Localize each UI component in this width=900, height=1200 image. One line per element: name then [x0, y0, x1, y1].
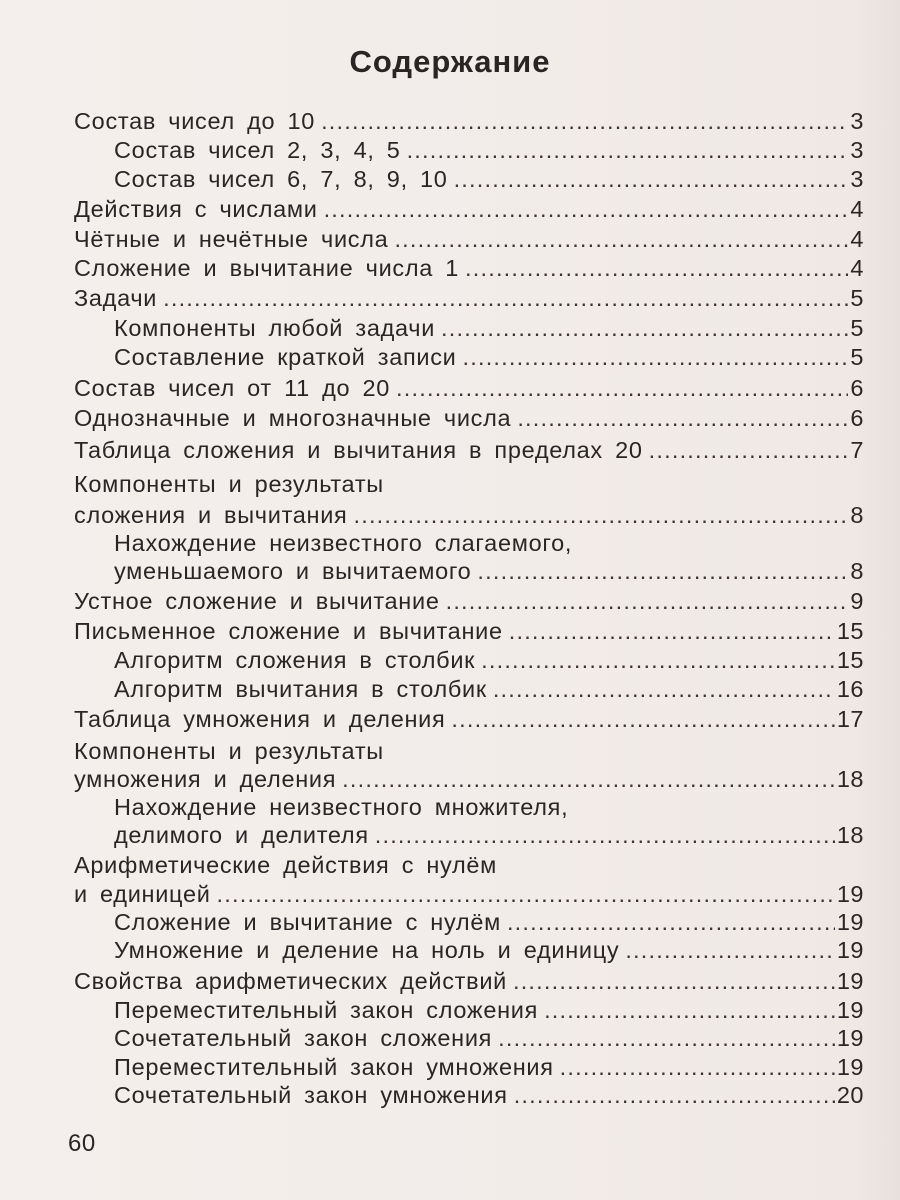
- toc-entry-page: 19: [836, 1054, 864, 1080]
- dot-leader: [507, 909, 835, 936]
- toc-entry: [114, 822, 864, 852]
- toc-entry-title: Компоненты любой задачи: [114, 315, 436, 341]
- toc-entry-page: 6: [850, 405, 864, 431]
- toc-entry: [74, 226, 864, 256]
- toc-entry: [114, 530, 864, 560]
- toc-entry-page: 19: [836, 1025, 864, 1051]
- toc-entry: [114, 315, 864, 345]
- toc-entry-title: Состав чисел от 11 до 20: [74, 375, 391, 401]
- toc-entry-title: Арифметические действия с нулём: [74, 852, 498, 878]
- toc-entry-title: Состав чисел 6, 7, 8, 9, 10: [114, 166, 448, 192]
- toc-entry: [114, 1054, 864, 1084]
- toc-entry: [74, 968, 864, 998]
- toc-entry-page: 3: [850, 108, 864, 134]
- toc-entry-page: 9: [850, 588, 864, 614]
- dot-leader: [454, 166, 849, 193]
- toc-entry-page: 19: [836, 909, 864, 935]
- toc-entry-page: 19: [836, 968, 864, 994]
- toc-entry: [114, 794, 864, 824]
- toc-entry-page: 4: [850, 196, 864, 222]
- toc-entry: [114, 166, 864, 196]
- dot-leader: [324, 196, 849, 223]
- toc-entry-page: 19: [836, 937, 864, 963]
- dot-leader: [517, 405, 848, 432]
- dot-leader: [396, 375, 848, 402]
- toc-entry-title: Состав чисел до 10: [74, 108, 316, 134]
- toc-entry: [74, 108, 864, 138]
- toc-entry: [74, 375, 864, 405]
- toc-entry-title: умножения и деления: [74, 766, 337, 792]
- toc-entry: [114, 558, 864, 588]
- toc-entry: [74, 437, 864, 467]
- dot-leader: [514, 1082, 835, 1109]
- toc-entry: [74, 471, 864, 501]
- toc-entry-title: Составление краткой записи: [114, 344, 457, 370]
- toc-entry-title: Таблица сложения и вычитания в пределах 20: [74, 437, 643, 463]
- dot-leader: [375, 822, 835, 849]
- toc-entry-page: 16: [836, 676, 864, 702]
- dot-leader: [481, 647, 835, 674]
- dot-leader: [463, 344, 849, 371]
- dot-leader: [451, 706, 834, 733]
- toc-entry-page: 4: [850, 255, 864, 281]
- toc-entry-page: 8: [850, 558, 864, 584]
- toc-entry: [74, 852, 864, 882]
- toc-entry-title: Таблица умножения и деления: [74, 706, 446, 732]
- toc-entry-title: Компоненты и результаты: [74, 738, 384, 764]
- dot-leader: [217, 881, 835, 908]
- dot-leader: [509, 618, 835, 645]
- toc-entry: [74, 196, 864, 226]
- toc-entry-page: 5: [850, 285, 864, 311]
- dot-leader: [477, 558, 848, 585]
- toc-entry: [74, 766, 864, 796]
- dot-leader: [163, 285, 848, 312]
- toc-entry-title: Письменное сложение и вычитание: [74, 618, 503, 644]
- toc-entry-page: 19: [836, 997, 864, 1023]
- toc-entry-title: Сочетательный закон умножения: [114, 1082, 508, 1108]
- dot-leader: [498, 1025, 835, 1052]
- toc-entry-title: Алгоритм вычитания в столбик: [114, 676, 487, 702]
- toc-entry-page: 18: [836, 822, 864, 848]
- toc-entry: [74, 588, 864, 618]
- toc-entry-title: уменьшаемого и вычитаемого: [114, 558, 472, 584]
- toc-entry-title: Сочетательный закон сложения: [114, 1025, 493, 1051]
- dot-leader: [441, 315, 848, 342]
- toc-entry: [74, 738, 864, 768]
- page-title: Содержание: [349, 44, 551, 79]
- toc-entry-title: Задачи: [74, 285, 158, 311]
- toc-entry: [74, 405, 864, 435]
- toc-entry-title: Состав чисел 2, 3, 4, 5: [114, 137, 401, 163]
- dot-leader: [321, 108, 848, 135]
- toc-entry-page: 20: [836, 1082, 864, 1108]
- toc-entry-page: 3: [850, 137, 864, 163]
- toc-entry-page: 15: [836, 647, 864, 673]
- toc-entry-title: Чётные и нечётные числа: [74, 226, 389, 252]
- toc-entry: [74, 881, 864, 911]
- toc-entry-title: Нахождение неизвестного множителя,: [114, 794, 569, 820]
- dot-leader: [342, 766, 835, 793]
- toc-entry-title: Умножение и деление на ноль и единицу: [114, 937, 620, 963]
- toc-entry-title: Сложение и вычитание числа 1: [74, 255, 460, 281]
- page-number: 60: [68, 1130, 96, 1157]
- dot-leader: [394, 226, 848, 253]
- dot-leader: [513, 968, 835, 995]
- toc-entry: [74, 285, 864, 315]
- toc-entry: [114, 344, 864, 374]
- toc-entry: [114, 676, 864, 706]
- toc-entry-page: 8: [850, 502, 864, 528]
- toc-entry-page: 3: [850, 166, 864, 192]
- toc-entry-title: Сложение и вычитание с нулём: [114, 909, 501, 935]
- toc-entry: [114, 1025, 864, 1055]
- dot-leader: [544, 997, 835, 1024]
- toc-entry: [114, 1082, 864, 1112]
- dot-leader: [625, 937, 835, 964]
- toc-entry: [74, 618, 864, 648]
- toc-entry-title: Переместительный закон умножения: [114, 1054, 554, 1080]
- toc-entry-page: 17: [836, 706, 864, 732]
- toc-entry-title: Переместительный закон сложения: [114, 997, 539, 1023]
- toc-entry-title: Алгоритм сложения в столбик: [114, 647, 476, 673]
- toc-entry-title: Устное сложение и вычитание: [74, 588, 440, 614]
- toc-entry-page: 15: [836, 618, 864, 644]
- dot-leader: [560, 1054, 835, 1081]
- dot-leader: [465, 255, 848, 282]
- toc-entry-title: Нахождение неизвестного слагаемого,: [114, 530, 573, 556]
- toc-entry-title: Однозначные и многозначные числа: [74, 405, 512, 431]
- toc-entry: [114, 909, 864, 939]
- toc-entry-page: 5: [850, 344, 864, 370]
- toc-entry-page: 7: [850, 437, 864, 463]
- toc-entry-page: 5: [850, 315, 864, 341]
- toc-entry-title: Свойства арифметических действий: [74, 968, 507, 994]
- dot-leader: [649, 437, 849, 464]
- toc-entry: [114, 647, 864, 677]
- toc-entry: [74, 706, 864, 736]
- dot-leader: [493, 676, 835, 703]
- toc-entry: [114, 137, 864, 167]
- toc-entry-page: 19: [836, 881, 864, 907]
- toc-entry-page: 6: [850, 375, 864, 401]
- toc-entry-title: сложения и вычитания: [74, 502, 348, 528]
- toc-entry: [74, 502, 864, 532]
- toc-entry: [74, 255, 864, 285]
- toc-entry: [114, 997, 864, 1027]
- dot-leader: [446, 588, 849, 615]
- toc-entry-title: Действия с числами: [74, 196, 318, 222]
- toc-entry-title: делимого и делителя: [114, 822, 369, 848]
- dot-leader: [407, 137, 849, 164]
- toc-entry-title: и единицей: [74, 881, 211, 907]
- toc-entry-page: 4: [850, 226, 864, 252]
- toc-entry: [114, 937, 864, 967]
- toc-entry-title: Компоненты и результаты: [74, 471, 384, 497]
- dot-leader: [353, 502, 848, 529]
- toc-entry-page: 18: [836, 766, 864, 792]
